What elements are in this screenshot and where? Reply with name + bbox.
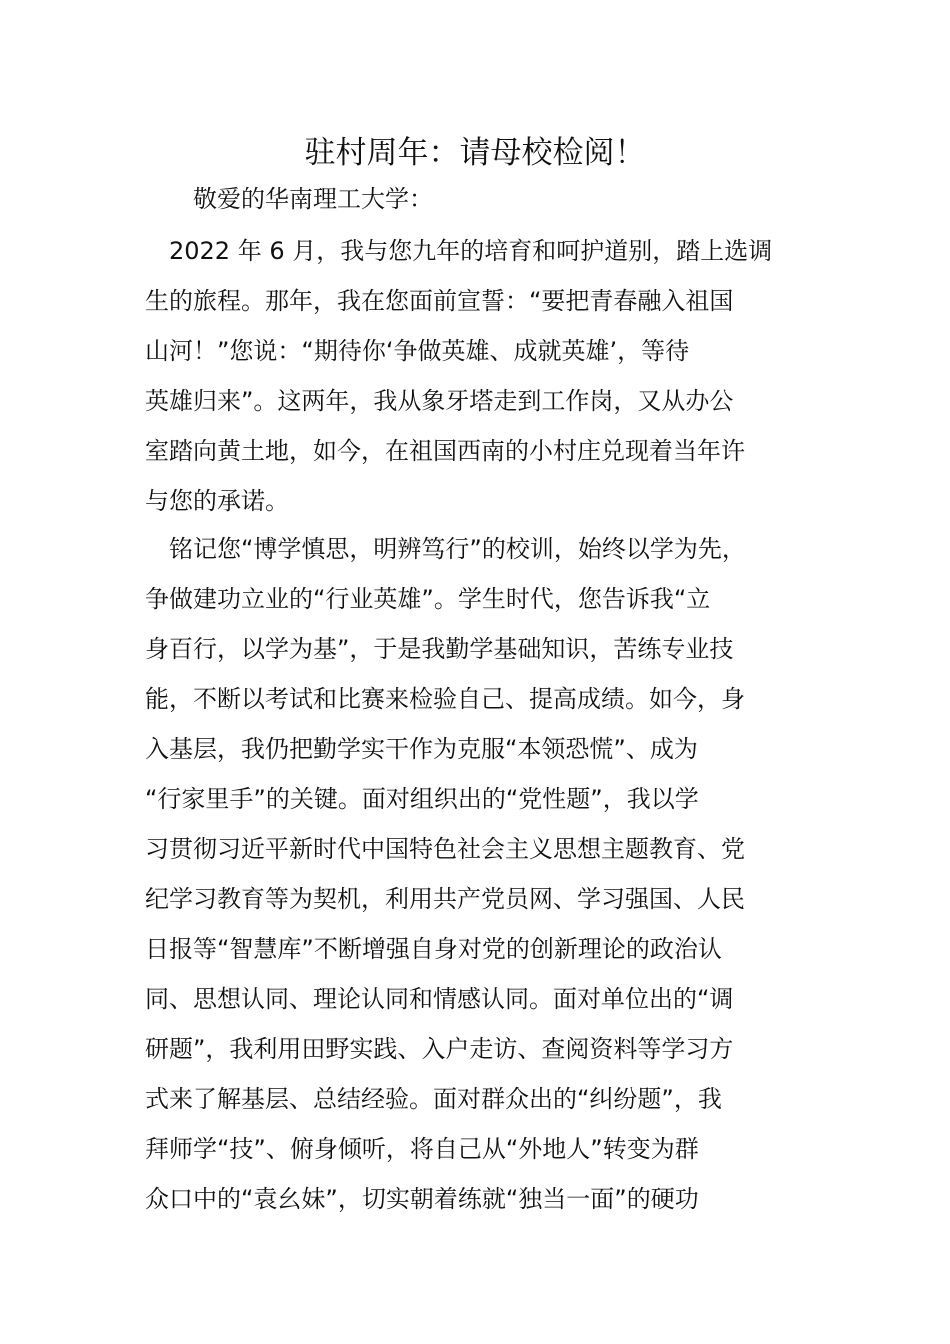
paragraph-line: 铭记您“博学慎思，明辨笃行”的校训，始终以学为先， <box>169 535 746 563</box>
paragraph-line: 生的旅程。那年，我在您面前宣誓：“要把青春融入祖国 <box>145 287 734 315</box>
paragraph-line: 习贯彻习近平新时代中国特色社会主义思想主题教育、党 <box>145 835 745 863</box>
paragraph-line: 式来了解基层、总结经验。面对群众出的“纠纷题”，我 <box>145 1085 722 1113</box>
paragraph-line: 身百行，以学为基”，于是我勤学基础知识，苦练专业技 <box>145 635 734 663</box>
paragraph-line: 同、思想认同、理论认同和情感认同。面对单位出的“调 <box>145 985 734 1013</box>
paragraph-line: 拜师学“技”、俯身倾听，将自己从“外地人”转变为群 <box>145 1135 699 1163</box>
paragraph-2 <box>145 524 825 1224</box>
paragraph-line: 英雄归来”。这两年，我从象牙塔走到工作岗，又从办公 <box>145 387 734 415</box>
paragraph-line: 研题”，我利用田野实践、入户走访、查阅资料等学习方 <box>145 1035 734 1063</box>
paragraph-line: 纪学习教育等为契机，利用共产党员网、学习强国、人民 <box>145 885 745 913</box>
paragraph-line: 室踏向黄土地，如今，在祖国西南的小村庄兑现着当年许 <box>145 437 745 465</box>
paragraph-line: 争做建功立业的“行业英雄”。学生时代，您告诉我“立 <box>145 585 711 613</box>
paragraph-line: 能，不断以考试和比赛来检验自己、提高成绩。如今，身 <box>145 685 745 713</box>
paragraph-line: 日报等“智慧库”不断增强自身对党的创新理论的政治认 <box>145 935 722 963</box>
document-title: 驻村周年：请母校检阅！ <box>304 135 646 171</box>
paragraph-line: 2022 年 6 月，我与您九年的培育和呵护道别，踏上选调 <box>169 237 773 265</box>
salutation: 敬爱的华南理工大学： <box>193 185 433 213</box>
paragraph-line: 众口中的“袁幺妹”，切实朝着练就“独当一面”的硬功 <box>145 1185 699 1213</box>
paragraph-line: “行家里手”的关键。面对组织出的“党性题”，我以学 <box>145 785 699 813</box>
paragraph-1 <box>145 226 825 526</box>
paragraph-line: 山河！”您说：“期待你‘争做英雄、成就英雄’，等待 <box>145 337 690 365</box>
paragraph-line: 入基层，我仍把勤学实干作为克服“本领恐慌”、成为 <box>145 735 698 763</box>
paragraph-line: 与您的承诺。 <box>145 487 289 515</box>
